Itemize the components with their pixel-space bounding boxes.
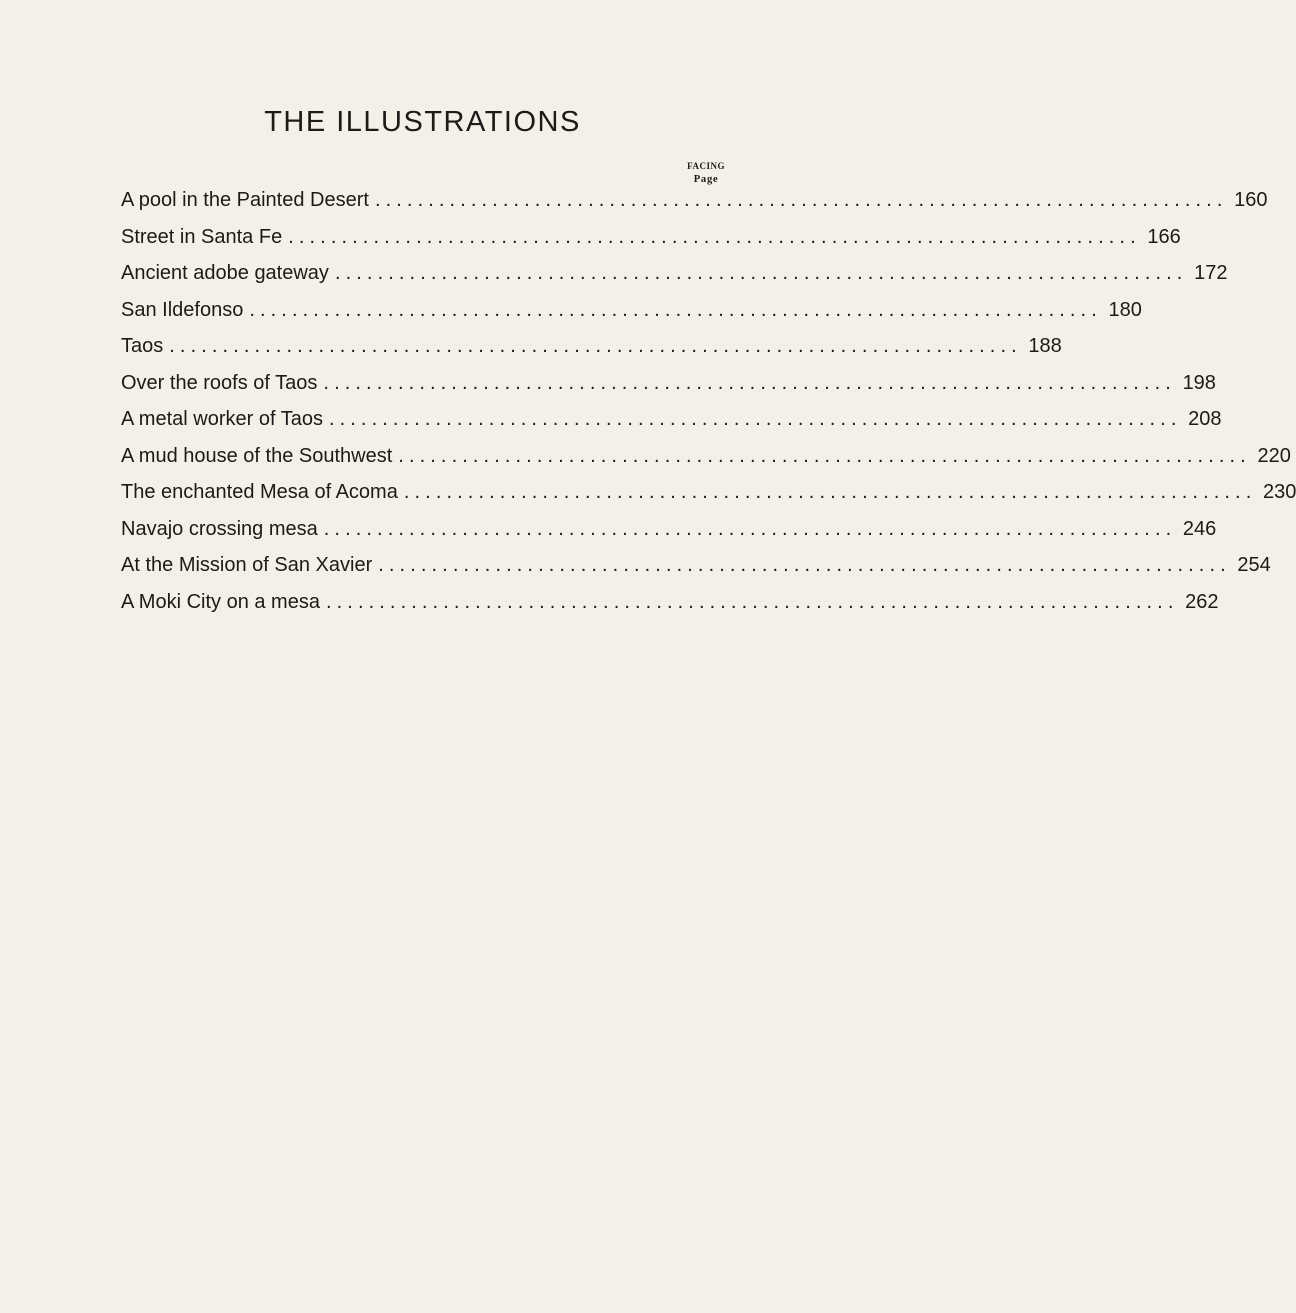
list-item: [121, 371, 1216, 409]
leader-dots: ................................................................................: [323, 517, 1177, 540]
entry-label: A Moki City on a mesa: [121, 590, 320, 613]
entry-label: A metal worker of Taos: [121, 408, 323, 430]
list-item: [121, 262, 1228, 299]
leader-dots: ................................................................................: [378, 554, 1231, 576]
list-item: [121, 335, 1062, 372]
entry-page: 166: [1147, 225, 1181, 248]
entry-page: 262: [1185, 590, 1219, 613]
list-item: [121, 298, 1142, 336]
entry-label: Navajo crossing mesa: [121, 517, 318, 540]
facing-header-line1: FACING: [687, 161, 725, 171]
entry-page: 188: [1028, 335, 1062, 357]
leader-dots: ................................................................................: [403, 481, 1257, 503]
entry-page: 246: [1182, 517, 1217, 540]
list-item: [121, 554, 1271, 591]
entry-label: At the Mission of San Xavier: [121, 554, 373, 576]
entry-page: 172: [1194, 262, 1228, 284]
facing-header-line2: Page: [693, 174, 719, 185]
entry-page: 160: [1234, 189, 1268, 211]
list-item: [121, 408, 1222, 445]
entry-label: A pool in the Painted Desert: [121, 189, 369, 211]
leader-dots: ................................................................................: [288, 225, 1141, 248]
entry-page: 198: [1182, 371, 1216, 394]
entry-label: Taos: [121, 335, 164, 357]
leader-dots: ................................................................................: [328, 408, 1182, 430]
list-item: [121, 590, 1219, 628]
leader-dots: ................................................................................: [169, 335, 1022, 357]
entry-page: 230: [1263, 481, 1296, 503]
leader-dots: ................................................................................: [323, 371, 1176, 394]
entry-page: 220: [1257, 444, 1291, 467]
leader-dots: ................................................................................: [398, 444, 1251, 467]
entry-label: Ancient adobe gateway: [121, 262, 329, 284]
list-item: [121, 444, 1291, 482]
entry-label: Over the roofs of Taos: [121, 371, 318, 394]
entry-page: 254: [1237, 554, 1271, 576]
entry-label: Street in Santa Fe: [121, 225, 283, 248]
list-item: [121, 481, 1296, 518]
entry-page: 208: [1188, 408, 1222, 430]
entry-label: A mud house of the Southwest: [121, 444, 393, 467]
facing-page-header: [687, 160, 725, 186]
page-title: THE ILLUSTRATIONS: [264, 106, 581, 138]
entry-page: 180: [1108, 298, 1142, 321]
list-item: [121, 517, 1217, 555]
entry-label: San Ildefonso: [121, 298, 244, 321]
list-item: [121, 225, 1181, 263]
list-item: [121, 189, 1268, 226]
leader-dots: ................................................................................: [249, 298, 1102, 321]
leader-dots: ................................................................................: [334, 262, 1188, 284]
leader-dots: ................................................................................: [325, 590, 1179, 613]
entry-label: The enchanted Mesa of Acoma: [121, 481, 398, 503]
illustrations-list: [121, 189, 1296, 627]
leader-dots: ................................................................................: [374, 189, 1228, 211]
